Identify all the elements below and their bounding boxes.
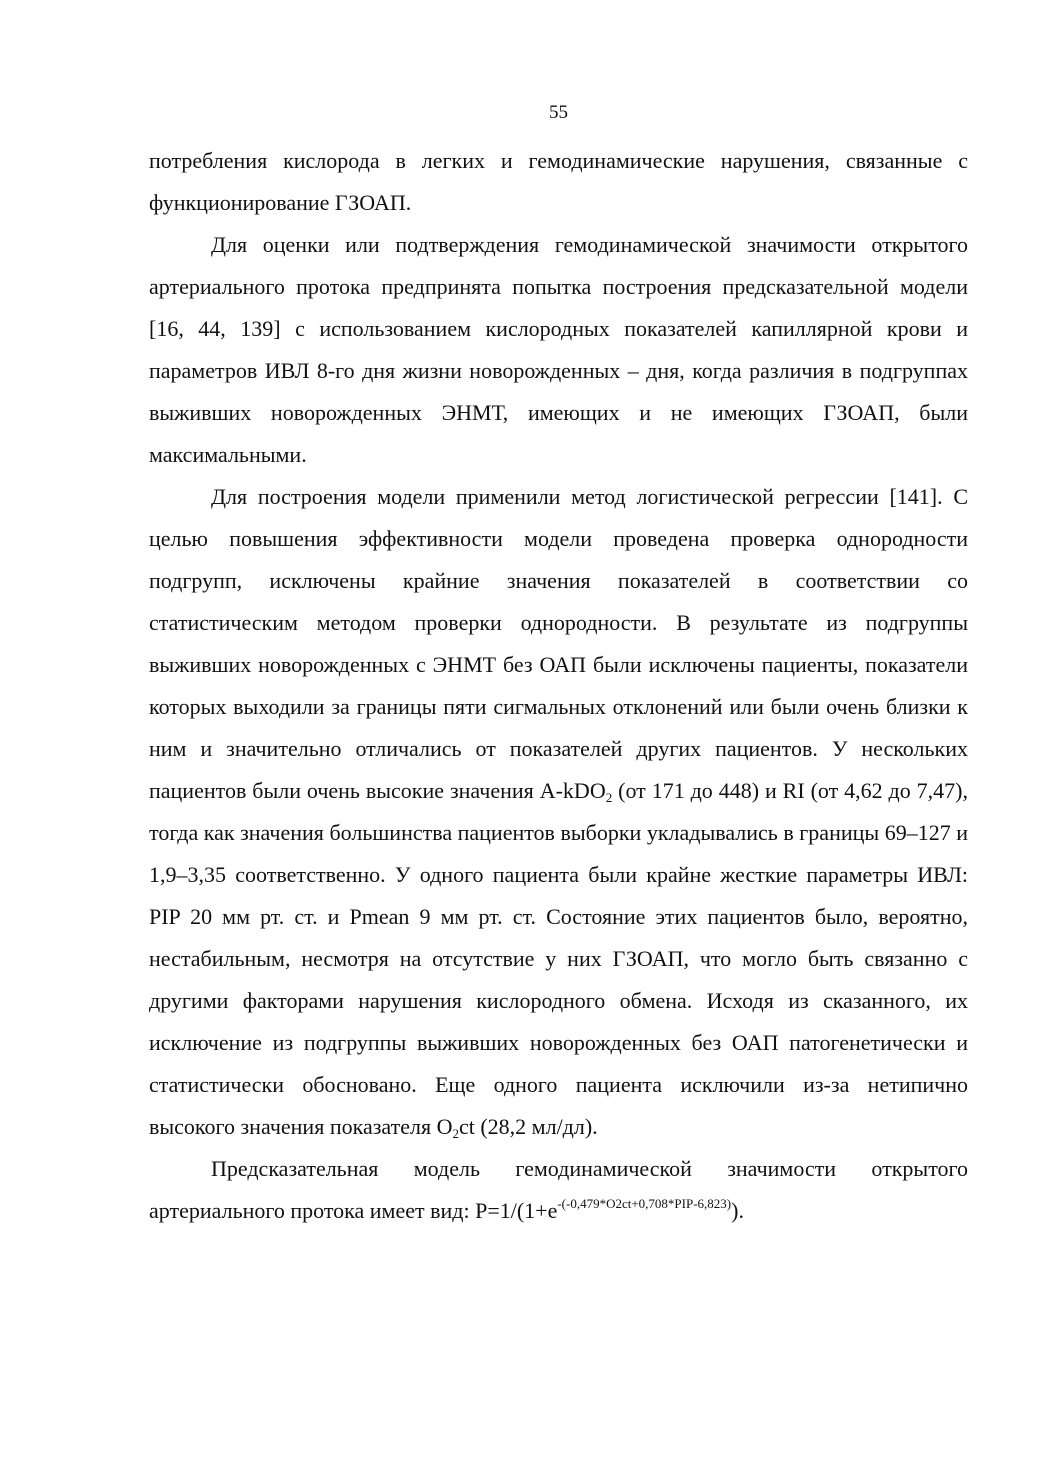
page-number: 55: [549, 102, 568, 123]
formula-text-a: Предсказательная модель гемодинамической значимости открытого артериального протока имеет вид: P=1/(1+e: [149, 1156, 968, 1223]
formula-exponent: -(-0,479*O2ct+0,708*PIP-6,823): [557, 1196, 732, 1211]
paragraph-2: Для оценки или подтверждения гемодинамической значимости открытого артериального протока предпринята попытка построения предсказательной модели [16, 44, 139] с использованием кислородных показателей капиллярной крови и параметров ИВЛ 8-го дня жизни новорожденных – дня, когда различия в подгруппах выживших новорожденных ЭНМТ, имеющих и не имеющих ГЗОАП, были максимальными.: [149, 232, 968, 467]
paragraph-3-text-a: Для построения модели применили метод логистической регрессии [141]. С целью повышения эффективности модели проведена проверка однородности подгрупп, исключены крайние значения показателей в соответствии со статистическим методом проверки однородности. В результате из подгруппы выживших новорожденных с ЭНМТ без ОАП были исключены пациенты, показатели которых выходили за границы пяти сигмальных отклонений или были очень близки к ним и значительно отличались от показателей других пациентов. У нескольких пациентов были очень высокие значения A-kDO: [149, 484, 968, 803]
paragraph-3-text-b: (от 171 до 448) и RI (от 4,62 до 7,47), тогда как значения большинства пациентов выборки укладывались в границы 69–127 и 1,9–3,35 соответственно. У одного пациента были крайне жесткие параметры ИВЛ: PIP 20 мм рт. ст. и Pmean 9 мм рт. ст. Состояние этих пациентов было, вероятно, нестабильным, несмотря на отсутствие у них ГЗОАП, что могло быть связанно с другими факторами нарушения кислородного обмена. Исходя из сказанного, их исключение из подгруппы выживших новорожденных без ОАП патогенетически и статистически обосновано. Еще одного пациента исключили из-за нетипично высокого значения показателя O: [149, 778, 968, 1139]
document-body: [149, 140, 968, 1232]
paragraph-1: потребления кислорода в легких и гемодинамические нарушения, связанные с функционирование ГЗОАП.: [149, 148, 968, 215]
subscript-2: 2: [452, 1126, 459, 1141]
formula-text-b: ).: [731, 1198, 744, 1223]
subscript-2: 2: [605, 790, 613, 805]
paragraph-3: [149, 476, 968, 1148]
paragraph-4-formula: [149, 1148, 968, 1232]
paragraph-3-text-c: ct (28,2 мл/дл).: [458, 1114, 598, 1139]
